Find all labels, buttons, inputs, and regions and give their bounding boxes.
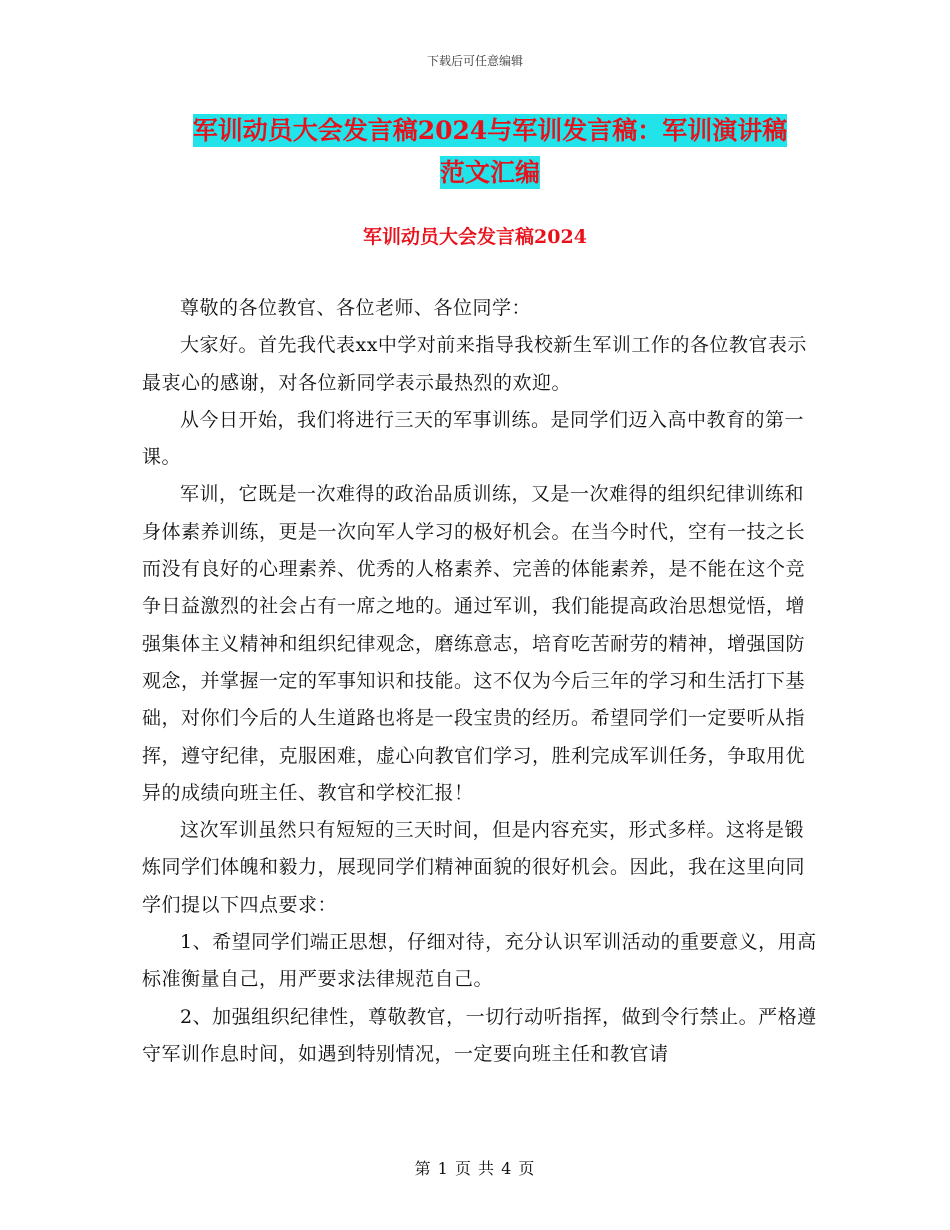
header-note: 下载后可任意编辑 <box>426 54 523 68</box>
title-line-1: 军训动员大会发言稿2024与军训发言稿：军训演讲稿 <box>192 116 788 145</box>
paragraph: 1、希望同学们端正思想，仔细对待，充分认识军训活动的重要意义，用高标准衡量自己，用严要求法律规范自己。 <box>142 931 817 991</box>
page-footer: 第 1 页 共 4 页 <box>414 1159 536 1178</box>
document-body <box>142 290 822 1073</box>
section-title: 军训动员大会发言稿2024 <box>363 226 587 248</box>
paragraph-salutation: 尊敬的各位教官、各位老师、各位同学： <box>180 297 532 319</box>
paragraph: 军训，它既是一次难得的政治品质训练，又是一次难得的组织纪律训练和身体素养训练，更是一次向军人学习的极好机会。在当今时代，空有一技之长而没有良好的心理素养、优秀的人格素养、完善的体能素养，是不能在这个竞争日益激烈的社会占有一席之地的。通过军训，我们能提高政治思想觉悟，增强集体主义精神和组织纪律观念，磨练意志，培育吃苦耐劳的精神，增强国防观念，并掌握一定的军事知识和技能。这不仅为今后三年的学习和生活打下基础，对你们今后的人生道路也将是一段宝贵的经历。希望同学们一定要听从指挥，遵守纪律，克服困难，虚心向教官们学习，胜利完成军训任务，争取用优异的成绩向班主任、教官和学校汇报！ <box>142 483 806 804</box>
title-line-2: 范文汇编 <box>439 158 540 187</box>
paragraph: 这次军训虽然只有短短的三天时间，但是内容充实，形式多样。这将是锻炼同学们体魄和毅力，展现同学们精神面貌的很好机会。因此，我在这里向同学们提以下四点要求： <box>142 819 806 916</box>
document-title <box>140 110 840 194</box>
paragraph: 大家好。首先我代表xx中学对前来指导我校新生军训工作的各位教官表示最衷心的感谢，对各位新同学表示最热烈的欢迎。 <box>142 334 807 394</box>
paragraph: 从今日开始，我们将进行三天的军事训练。是同学们迈入高中教育的第一课。 <box>142 408 805 469</box>
paragraph: 2、加强组织纪律性，尊敬教官，一切行动听指挥，做到令行禁止。严格遵守军训作息时间，如遇到特别情况，一定要向班主任和教官请 <box>142 1005 817 1065</box>
